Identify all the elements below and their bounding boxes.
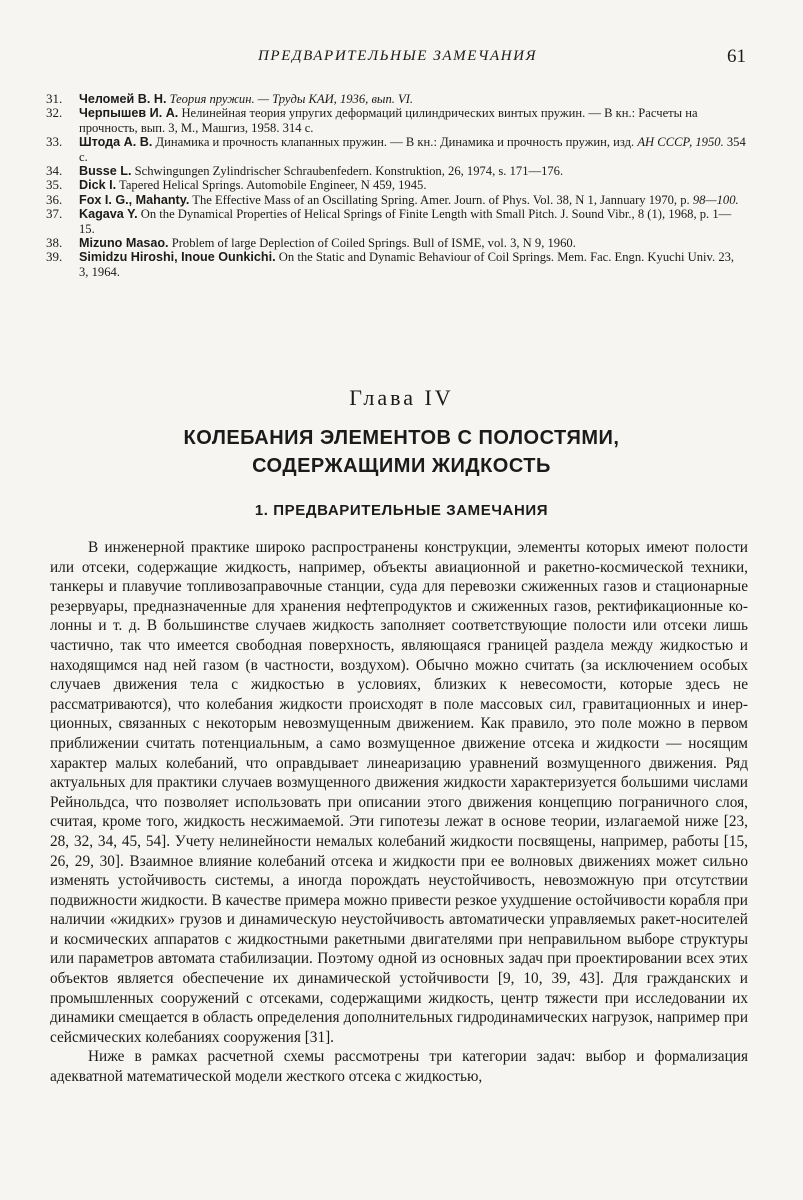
- running-head-title: ПРЕДВАРИТЕЛЬНЫЕ ЗАМЕЧАНИЯ: [258, 48, 538, 64]
- reference-item: [46, 106, 746, 135]
- reference-number: 31.: [46, 91, 63, 106]
- reference-item: [46, 178, 746, 192]
- reference-author: Черпышев И. А.: [79, 106, 179, 121]
- reference-italic: 98—100.: [692, 192, 739, 207]
- reference-author: Simidzu Hiroshi, Inoue Ounkichi.: [79, 250, 276, 265]
- paragraph: В инженерной практике широко распространены конструкции, элементы которых имеют полости или отсеки, содержащие жидкость, например, объекты авиационной и ракетно-космической техники, танкеры и плавучие топливозаправочные станции, суда для перевозки сжиженных газов и стационарные резервуары, предназначенные для хранения нефтепродуктов и сжиженных газов, ректификационные колонны и т. д. В большинстве случаев жидкость заполняет соответствующие полости или отсеки лишь частично, так что имеется свободная поверхность, являющаяся границей раздела между жидкостью и находящимся над ней газом (в частности, воздухом). Обычно можно считать (за исключением особых случаев движения тела с жидкостью в условиях, близких к невесомости, которые здесь не рассматриваются), что колебания жидкости происходят в поле массовых сил, гравитационных и инерционных, связанных с некоторым невозмущенным движением. Как правило, это поле можно в первом приближении считать потенциальным, а само возмущенное движение отсека и жидкости — носящим характер малых колебаний, что оправдывает линеаризацию уравнений возмущенного движения. Ряд актуальных для практики случаев возмущенного движения жидкости характеризуется большими числами Рейнольдса, что позволяет использовать при описании этого движения концепцию пограничного слоя, считая, кроме того, жидкость несжимаемой. Эти гипотезы лежат в основе теории, излагаемой ниже [23, 28, 32, 34, 45, 54]. Учету нелинейности немалых колебаний жидкости посвящены, например, работы [15, 26, 29, 30]. Взаимное влияние колебаний отсека и жидкости при ее волновых движениях может сильно изменять устойчивость системы, а иногда порождать неустойчивость, невозможную при отсутствии подвижности жидкости. В качестве примера можно привести резкое ухудшение остойчивости корабля при наличии «жидких» грузов и динамическую неустойчивость автоматически управляемых ракет-носителей и космических аппаратов с жидкостными ракетными двигателями при неправильном выборе структуры или параметров автомата стабилизации. Поэтому одной из основных задач при проектировании всех этих объектов является обеспечение их динамической устойчивости [9, 10, 39, 43]. Для гражданских и промышленных сооружений с отсеками, содержащими жидкость, центр тяжести при исследовании их динамики смещается в область определения дополнительных гидродинамических нагрузок, например при сейсмических колебаниях сооружения [31].: [50, 539, 748, 1046]
- reference-item: [46, 236, 746, 250]
- reference-text: Tapered Helical Springs. Automobile Engineer, N 459, 1945.: [116, 178, 427, 193]
- reference-number: 36.: [46, 191, 63, 207]
- reference-text: Schwingungen Zylindrischer Schraubenfedern. Konstruktion, 26, 1974, s. 171—176.: [131, 164, 564, 179]
- reference-number: 34.: [46, 163, 63, 179]
- reference-author: Челомей В. Н.: [79, 92, 167, 106]
- reference-italic: Теория пружин. — Труды КАИ, 1936, вып. VI.: [169, 92, 414, 106]
- reference-item: [46, 164, 746, 178]
- chapter-title: [100, 424, 703, 480]
- paragraph: Ниже в рамках расчетной схемы рассмотрены три категории задач: выбор и формализация адекватной математической модели жесткого отсека с жидкостью,: [50, 1048, 748, 1086]
- page-number: 61: [727, 46, 746, 67]
- reference-number: 33.: [46, 134, 63, 150]
- reference-text: On the Dynamical Properties of Helical Springs of Finite Length with Small Pitch. J. Sound Vibr., 8 (1), 1968, p. 1—15.: [79, 207, 732, 236]
- reference-item: [46, 193, 746, 207]
- reference-text: Нелинейная теория упругих деформаций цилиндрических винтых пружин. — В кн.: Расчеты на прочность, вып. 3, М., Машгиз, 1958. 314 с.: [79, 106, 698, 135]
- reference-author: Штода А. В.: [79, 135, 153, 150]
- reference-text: On the Static and Dynamic Behaviour of Coil Springs. Mem. Fac. Engn. Kyuchi Univ. 23, 3, 1964.: [79, 250, 735, 279]
- reference-item: [46, 250, 746, 279]
- reference-number: 38.: [46, 235, 63, 251]
- chapter-title-line: КОЛЕБАНИЯ ЭЛЕМЕНТОВ С ПОЛОСТЯМИ,: [183, 427, 620, 449]
- reference-text: Problem of large Deplection of Coiled Springs. Bull of ISME, vol. 3, N 9, 1960.: [168, 236, 576, 251]
- reference-number: 35.: [46, 177, 63, 193]
- reference-author: Busse L.: [79, 164, 132, 179]
- reference-text-end: 354 с.: [79, 135, 746, 164]
- reference-text: Динамика и прочность клапанных пружин. — В кн.: Динамика и прочность пружин, изд.: [152, 135, 638, 150]
- reference-item: [46, 135, 746, 164]
- reference-number: 32.: [46, 105, 63, 121]
- reference-item: [46, 92, 746, 106]
- reference-list: [46, 92, 746, 279]
- reference-text: The Effective Mass of an Oscillating Spring. Amer. Journ. of Phys. Vol. 38, N 1, Jannuary 1970, p.: [189, 192, 693, 207]
- chapter-label: Глава IV: [349, 385, 454, 410]
- chapter-title-line: СОДЕРЖАЩИМИ ЖИДКОСТЬ: [252, 455, 551, 477]
- reference-item: [46, 207, 746, 236]
- reference-number: 39.: [46, 249, 63, 265]
- section-title: 1. ПРЕДВАРИТЕЛЬНЫЕ ЗАМЕЧАНИЯ: [254, 502, 549, 519]
- reference-italic: АН СССР, 1950.: [637, 135, 724, 150]
- body-text: [50, 538, 748, 1087]
- reference-author: Fox I. G., Mahanty.: [79, 192, 190, 207]
- reference-author: Kagava Y.: [79, 207, 138, 222]
- reference-author: Mizuno Masao.: [79, 236, 169, 251]
- reference-number: 37.: [46, 206, 63, 222]
- reference-author: Dick I.: [79, 178, 117, 193]
- running-head: [0, 46, 803, 74]
